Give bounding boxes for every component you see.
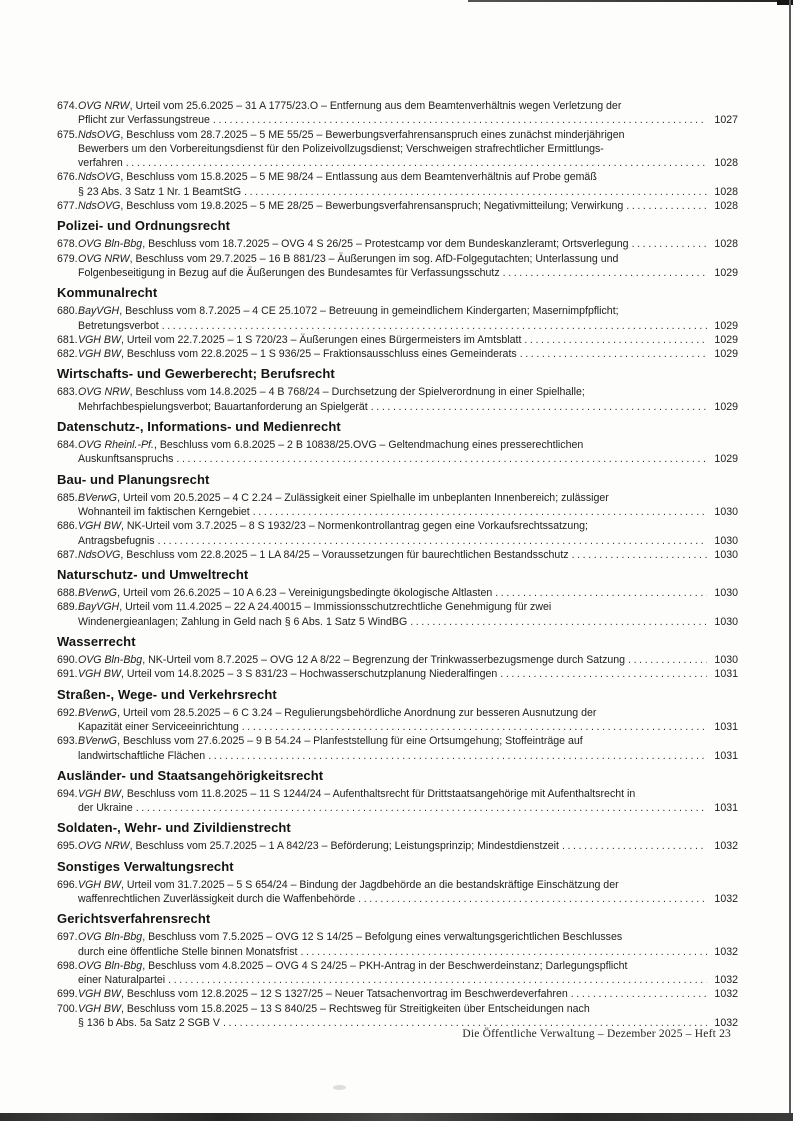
entry-number: 684.: [57, 439, 78, 452]
entry-page-number: 1032: [714, 840, 738, 853]
dot-leader: [176, 452, 707, 466]
entry-text: Wohnanteil im faktischen Kerngebiet: [78, 505, 250, 518]
entry-number: 700.: [57, 1002, 78, 1015]
entry-text: , Beschluss vom 22.8.2025 – 1 S 936/25 – Fraktionsausschluss eines Gemeinderats: [120, 348, 517, 361]
entry-body: [78, 491, 738, 520]
toc-entry: [57, 170, 738, 199]
entry-line: [78, 252, 738, 266]
court-name: NdsOVG: [78, 548, 121, 561]
entry-text: , Beschluss vom 29.7.2025 – 16 B 881/23 – Äußerungen im sog. AfD-Folgegutachten; Unterlassung und: [129, 252, 619, 265]
entry-text: , Urteil vom 26.6.2025 – 10 A 6.23 – Vereinigungsbedingte ökologische Altlasten: [117, 587, 493, 600]
entry-line: [78, 99, 738, 113]
entry-line: [78, 987, 738, 1001]
entry-line: [78, 878, 738, 892]
entry-number: 696.: [57, 878, 78, 891]
entry-body: [78, 519, 738, 548]
court-name: BVerwG: [78, 735, 118, 748]
entry-body: [78, 706, 738, 735]
entry-line: [78, 959, 738, 973]
entry-number: 692.: [57, 706, 78, 719]
entry-number: 691.: [57, 668, 78, 681]
court-name: VGH BW: [78, 878, 121, 891]
toc-entry: [57, 199, 738, 213]
entry-page-number: 1032: [714, 1017, 738, 1030]
court-name: BayVGH: [78, 305, 120, 318]
entry-line: [78, 839, 738, 853]
toc-entry: [57, 385, 738, 414]
court-name: BVerwG: [78, 587, 118, 600]
entry-page-number: 1032: [714, 988, 738, 1001]
entry-text: , Urteil vom 14.8.2025 – 3 S 831/23 – Hochwasserschutzplanung Niederalfingen: [120, 668, 498, 681]
entry-number: 690.: [57, 654, 78, 667]
entry-body: [78, 600, 738, 629]
entry-body: [78, 930, 738, 959]
court-name: BayVGH: [78, 601, 120, 614]
entry-line: [78, 892, 738, 906]
table-of-contents: [57, 99, 738, 1030]
entry-line: [78, 199, 738, 213]
court-name: OVG NRW: [78, 840, 130, 853]
entry-text: , Urteil vom 20.5.2025 – 4 C 2.24 – Zulässigkeit einer Spielhalle im unbeplanten Innenbereich; zulässiger: [117, 491, 609, 504]
entry-line: [78, 1002, 738, 1016]
dot-leader: [242, 720, 707, 734]
entry-body: [78, 252, 738, 281]
entry-line: [78, 734, 738, 748]
dot-leader: [126, 156, 707, 170]
dot-leader: [571, 987, 707, 1001]
entry-body: [78, 787, 738, 816]
toc-entry: [57, 333, 738, 347]
toc-entry: [57, 304, 738, 333]
entry-page-number: 1031: [714, 668, 738, 681]
entry-text: § 136 b Abs. 5a Satz 2 SGB V: [78, 1017, 220, 1030]
entry-body: [78, 304, 738, 333]
scan-smudge: [333, 1085, 346, 1090]
court-name: OVG Bln-Bbg: [78, 238, 143, 251]
toc-entry: [57, 987, 738, 1001]
entry-line: [78, 347, 738, 361]
entry-number: 685.: [57, 491, 78, 504]
dot-leader: [500, 667, 707, 681]
court-name: VGH BW: [78, 520, 121, 533]
toc-entry: [57, 1002, 738, 1031]
entry-number: 674.: [57, 100, 78, 112]
entry-body: [78, 734, 738, 763]
entry-line: [78, 720, 738, 734]
toc-entry: [57, 586, 738, 600]
entry-text: , Urteil vom 25.6.2025 – 31 A 1775/23.O – Entfernung aus dem Beamtenverhältnis wegen Verletzung der: [129, 100, 622, 112]
court-name: VGH BW: [78, 1002, 121, 1015]
toc-entry: [57, 653, 738, 667]
entry-line: [78, 801, 738, 815]
entry-body: [78, 385, 738, 414]
dot-leader: [168, 973, 707, 987]
court-name: VGH BW: [78, 668, 121, 681]
court-name: OVG Bln-Bbg: [78, 931, 143, 944]
dot-leader: [208, 749, 707, 763]
toc-entry: [57, 787, 738, 816]
entry-line: [78, 505, 738, 519]
toc-entry: [57, 667, 738, 681]
entry-line: [78, 452, 738, 466]
entry-text: der Ukraine: [78, 802, 133, 815]
toc-entry: [57, 839, 738, 853]
entry-number: 698.: [57, 959, 78, 972]
entry-number: 699.: [57, 988, 78, 1001]
entry-text: , Beschluss vom 14.8.2025 – 4 B 768/24 – Durchsetzung der Spielverordnung in einer Spielhalle;: [129, 386, 585, 399]
entry-page-number: 1028: [714, 157, 738, 170]
section-heading: Ausländer- und Staatsangehörigkeitsrecht: [57, 767, 324, 783]
entry-number: 686.: [57, 520, 78, 533]
dot-leader: [520, 347, 707, 361]
entry-line: [78, 586, 738, 600]
entry-page-number: 1027: [714, 114, 738, 127]
entry-number: 679.: [57, 252, 78, 265]
toc-entry: [57, 734, 738, 763]
toc-entry: [57, 347, 738, 361]
entry-body: [78, 170, 738, 199]
journal-footer: Die Öffentliche Verwaltung – Dezember 2025 – Heft 23: [462, 1028, 731, 1040]
entry-page-number: 1028: [714, 238, 738, 251]
entry-number: 683.: [57, 386, 78, 399]
scan-artifact-right-edge: [789, 0, 791, 1119]
toc-entry: [57, 438, 738, 467]
entry-line: [78, 156, 738, 170]
entry-line: [78, 548, 738, 562]
toc-entry: [57, 600, 738, 629]
dot-leader: [410, 615, 707, 629]
entry-body: [78, 959, 738, 988]
court-name: VGH BW: [78, 787, 121, 800]
entry-page-number: 1029: [714, 400, 738, 413]
entry-line: [78, 534, 738, 548]
entry-line: [78, 400, 738, 414]
entry-page-number: 1030: [714, 505, 738, 518]
toc-entry: [57, 519, 738, 548]
entry-body: [78, 1002, 738, 1031]
entry-line: [78, 667, 738, 681]
court-name: VGH BW: [78, 333, 121, 346]
entry-text: Windenergieanlagen; Zahlung in Geld nach § 6 Abs. 1 Satz 5 WindBG: [78, 615, 408, 628]
entry-body: [78, 548, 738, 562]
entry-text: Antragsbefugnis: [78, 534, 155, 547]
scan-artifact-bottom-bar: [0, 1113, 793, 1121]
entry-line: [78, 237, 738, 251]
dot-leader: [162, 319, 707, 333]
entry-number: 697.: [57, 931, 78, 944]
toc-entry: [57, 878, 738, 907]
entry-page-number: 1032: [714, 892, 738, 905]
toc-entry: [57, 491, 738, 520]
dot-leader: [562, 839, 707, 853]
entry-text: Betretungsverbot: [78, 319, 159, 332]
toc-entry: [57, 128, 738, 171]
entry-text: einer Naturalpartei: [78, 974, 166, 987]
court-name: OVG Rheinl.-Pf.: [78, 439, 154, 452]
entry-number: 681.: [57, 333, 78, 346]
court-name: OVG Bln-Bbg: [78, 959, 143, 972]
entry-body: [78, 347, 738, 361]
toc-entry: [57, 706, 738, 735]
dot-leader: [503, 266, 707, 280]
entry-number: 675.: [57, 128, 78, 141]
entry-text: , Urteil vom 22.7.2025 – 1 S 720/23 – Äußerungen eines Bürgermeisters im Amtsblatt: [120, 333, 522, 346]
entry-body: [78, 128, 738, 171]
dot-leader: [495, 586, 707, 600]
entry-number: 682.: [57, 348, 78, 361]
entry-body: [78, 987, 738, 1001]
entry-page-number: 1030: [714, 587, 738, 600]
entry-text: , Beschluss vom 15.8.2025 – 13 S 840/25 – Rechtsweg für Streitigkeiten über Entscheidungen nach: [120, 1002, 590, 1015]
dot-leader: [244, 185, 707, 199]
entry-text: , Urteil vom 31.7.2025 – 5 S 654/24 – Bindung der Jagdbehörde an die bestandskräftige Einschätzung der: [120, 878, 619, 891]
court-name: NdsOVG: [78, 200, 121, 213]
dot-leader: [626, 199, 707, 213]
toc-entry: [57, 252, 738, 281]
court-name: OVG NRW: [78, 252, 130, 265]
entry-line: [78, 491, 738, 505]
entry-page-number: 1031: [714, 749, 738, 762]
entry-line: [78, 787, 738, 801]
entry-text: Pflicht zur Verfassungstreue: [78, 114, 210, 127]
dot-leader: [371, 400, 707, 414]
entry-text: § 23 Abs. 3 Satz 1 Nr. 1 BeamtStG: [78, 185, 242, 198]
entry-line: [78, 519, 738, 533]
dot-leader: [213, 113, 707, 127]
court-name: NdsOVG: [78, 171, 121, 184]
entry-body: [78, 99, 738, 128]
entry-text: , Beschluss vom 27.6.2025 – 9 B 54.24 – Planfeststellung für eine Ortsumgehung; Stoffeinträge auf: [117, 735, 583, 748]
entry-line: [78, 615, 738, 629]
entry-text: , Urteil vom 28.5.2025 – 6 C 3.24 – Regulierungsbehördliche Anordnung zur besseren Ausnutzung der: [117, 706, 597, 719]
entry-text: , Beschluss vom 12.8.2025 – 12 S 1327/25 – Neuer Tatsachenvortrag im Beschwerdeverfahren: [120, 988, 568, 1001]
entry-text: Folgenbeseitigung in Bezug auf die Äußerungen des Bundesamtes für Verfassungsschutz: [78, 266, 500, 279]
entry-number: 687.: [57, 548, 78, 561]
entry-body: [78, 333, 738, 347]
entry-number: 678.: [57, 238, 78, 251]
toc-entry: [57, 548, 738, 562]
dot-leader: [524, 333, 707, 347]
entry-text: , Urteil vom 11.4.2025 – 22 A 24.40015 – Immissionsschutzrechtliche Genehmigung für zwei: [119, 601, 552, 614]
entry-text: Bewerbers um den Vorbereitungsdienst für den Polizeivollzugsdienst; Verschweigen strafrechtlicher Ermittlungs-: [78, 142, 604, 155]
entry-number: 693.: [57, 735, 78, 748]
entry-body: [78, 199, 738, 213]
court-name: NdsOVG: [78, 128, 121, 141]
toc-entry: [57, 959, 738, 988]
entry-body: [78, 667, 738, 681]
entry-number: 677.: [57, 200, 78, 213]
court-name: BVerwG: [78, 706, 118, 719]
dot-leader: [628, 653, 707, 667]
dot-leader: [632, 237, 707, 251]
entry-text: , Beschluss vom 22.8.2025 – 1 LA 84/25 – Voraussetzungen für baurechtlichen Bestandsschutz: [120, 548, 569, 561]
entry-text: , NK-Urteil vom 8.7.2025 – OVG 12 A 8/22 – Begrenzung der Trinkwasserbezugsmenge durch Satzung: [142, 654, 626, 667]
entry-page-number: 1028: [714, 185, 738, 198]
entry-page-number: 1031: [714, 802, 738, 815]
entry-line: [78, 266, 738, 280]
dot-leader: [358, 892, 707, 906]
toc-entry: [57, 930, 738, 959]
entry-line: [78, 945, 738, 959]
entry-line: [78, 333, 738, 347]
entry-page-number: 1032: [714, 945, 738, 958]
entry-page-number: 1032: [714, 974, 738, 987]
entry-body: [78, 586, 738, 600]
entry-text: landwirtschaftliche Flächen: [78, 749, 206, 762]
entry-text: , Beschluss vom 18.7.2025 – OVG 4 S 26/25 – Protestcamp vor dem Bundeskanzleramt; Ortsverlegung: [142, 238, 629, 251]
entry-page-number: 1028: [714, 200, 738, 213]
entry-line: [78, 185, 738, 199]
entry-text: , Beschluss vom 6.8.2025 – 2 B 10838/25.OVG – Geltendmachung eines presserechtlichen: [153, 439, 584, 452]
entry-line: [78, 128, 738, 142]
entry-line: [78, 973, 738, 987]
entry-page-number: 1030: [714, 654, 738, 667]
entry-text: , Beschluss vom 19.8.2025 – 5 ME 28/25 – Bewerbungsverfahrensanspruch; Negativmitteilung; Verwirkung: [120, 200, 624, 213]
entry-text: , NK-Urteil vom 3.7.2025 – 8 S 1932/23 – Normenkontrollantrag gegen eine Vorkaufsrechtssatzung;: [120, 520, 588, 533]
entry-page-number: 1029: [714, 319, 738, 332]
toc-entry: [57, 99, 738, 128]
entry-text: , Beschluss vom 8.7.2025 – 4 CE 25.1072 – Betreuung in gemeindlichem Kindergarten; Masernimpfpflicht;: [119, 305, 619, 318]
entry-text: , Beschluss vom 11.8.2025 – 11 S 1244/24 – Aufenthaltsrecht für Drittstaatsangehörige mit Aufenthaltsrecht in: [120, 787, 636, 800]
section-heading: Datenschutz-, Informations- und Medienrecht: [57, 419, 341, 435]
entry-page-number: 1031: [714, 720, 738, 733]
court-name: OVG NRW: [78, 386, 130, 399]
entry-page-number: 1030: [714, 548, 738, 561]
entry-line: [78, 749, 738, 763]
entry-text: durch eine öffentliche Stelle binnen Monatsfrist: [78, 945, 298, 958]
entry-body: [78, 878, 738, 907]
court-name: BVerwG: [78, 491, 118, 504]
entry-line: [78, 600, 738, 614]
entry-page-number: 1029: [714, 266, 738, 279]
entry-line: [78, 385, 738, 399]
dot-leader: [158, 534, 707, 548]
entry-page-number: 1029: [714, 333, 738, 346]
dot-leader: [572, 548, 707, 562]
entry-line: [78, 113, 738, 127]
entry-text: Auskunftsanspruchs: [78, 453, 174, 466]
dot-leader: [253, 505, 707, 519]
section-heading: Wasserrecht: [57, 634, 136, 650]
section-heading: Wirtschafts- und Gewerberecht; Berufsrecht: [57, 366, 335, 382]
entry-page-number: 1029: [714, 453, 738, 466]
entry-line: [78, 706, 738, 720]
entry-text: waffenrechtlichen Zuverlässigkeit durch die Waffenbehörde: [78, 892, 356, 905]
entry-line: [78, 304, 738, 318]
entry-body: [78, 438, 738, 467]
entry-line: [78, 170, 738, 184]
entry-number: 676.: [57, 171, 78, 184]
toc-entry: [57, 237, 738, 251]
entry-page-number: 1030: [714, 615, 738, 628]
section-heading: Kommunalrecht: [57, 285, 158, 301]
entry-number: 680.: [57, 305, 78, 318]
entry-text: , Beschluss vom 28.7.2025 – 5 ME 55/25 – Bewerbungsverfahrensanspruch eines zunächst minderjährigen: [120, 128, 625, 141]
entry-body: [78, 653, 738, 667]
dot-leader: [300, 945, 707, 959]
section-heading: Gerichtsverfahrensrecht: [57, 911, 211, 927]
section-heading: Straßen-, Wege- und Verkehrsrecht: [57, 686, 277, 702]
court-name: VGH BW: [78, 988, 121, 1001]
entry-page-number: 1029: [714, 348, 738, 361]
entry-text: , Beschluss vom 7.5.2025 – OVG 12 S 14/25 – Befolgung eines verwaltungsgerichtlichen Beschlusses: [142, 931, 623, 944]
entry-text: Mehrfachbespielungsverbot; Bauartanforderung an Spielgerät: [78, 400, 368, 413]
entry-line: [78, 653, 738, 667]
court-name: OVG NRW: [78, 100, 130, 112]
entry-body: [78, 237, 738, 251]
entry-text: , Beschluss vom 4.8.2025 – OVG 4 S 24/25 – PKH-Antrag in der Beschwerdeinstanz; Darlegungspflicht: [142, 959, 628, 972]
entry-body: [78, 839, 738, 853]
court-name: OVG Bln-Bbg: [78, 654, 143, 667]
section-heading: Sonstiges Verwaltungsrecht: [57, 858, 234, 874]
entry-line: [78, 142, 738, 156]
entry-line: [78, 319, 738, 333]
entry-line: [78, 438, 738, 452]
entry-text: , Beschluss vom 15.8.2025 – 5 ME 98/24 – Entlassung aus dem Beamtenverhältnis auf Probe gemäß: [120, 171, 597, 184]
section-heading: Polizei- und Ordnungsrecht: [57, 218, 231, 234]
entry-number: 694.: [57, 787, 78, 800]
dot-leader: [136, 801, 707, 815]
entry-number: 695.: [57, 840, 78, 853]
entry-line: [78, 930, 738, 944]
entry-number: 688.: [57, 587, 78, 600]
section-heading: Bau- und Planungsrecht: [57, 471, 210, 487]
scan-artifact-top-line: [468, 0, 793, 2]
entry-text: , Beschluss vom 25.7.2025 – 1 A 842/23 – Beförderung; Leistungsprinzip; Mindestdienstzeit: [129, 840, 559, 853]
entry-page-number: 1030: [714, 534, 738, 547]
entry-text: Kapazität einer Serviceeinrichtung: [78, 720, 239, 733]
section-heading: Naturschutz- und Umweltrecht: [57, 567, 249, 583]
court-name: VGH BW: [78, 348, 121, 361]
entry-number: 689.: [57, 601, 78, 614]
section-heading: Soldaten-, Wehr- und Zivildienstrecht: [57, 820, 291, 836]
entry-text: verfahren: [78, 157, 123, 170]
